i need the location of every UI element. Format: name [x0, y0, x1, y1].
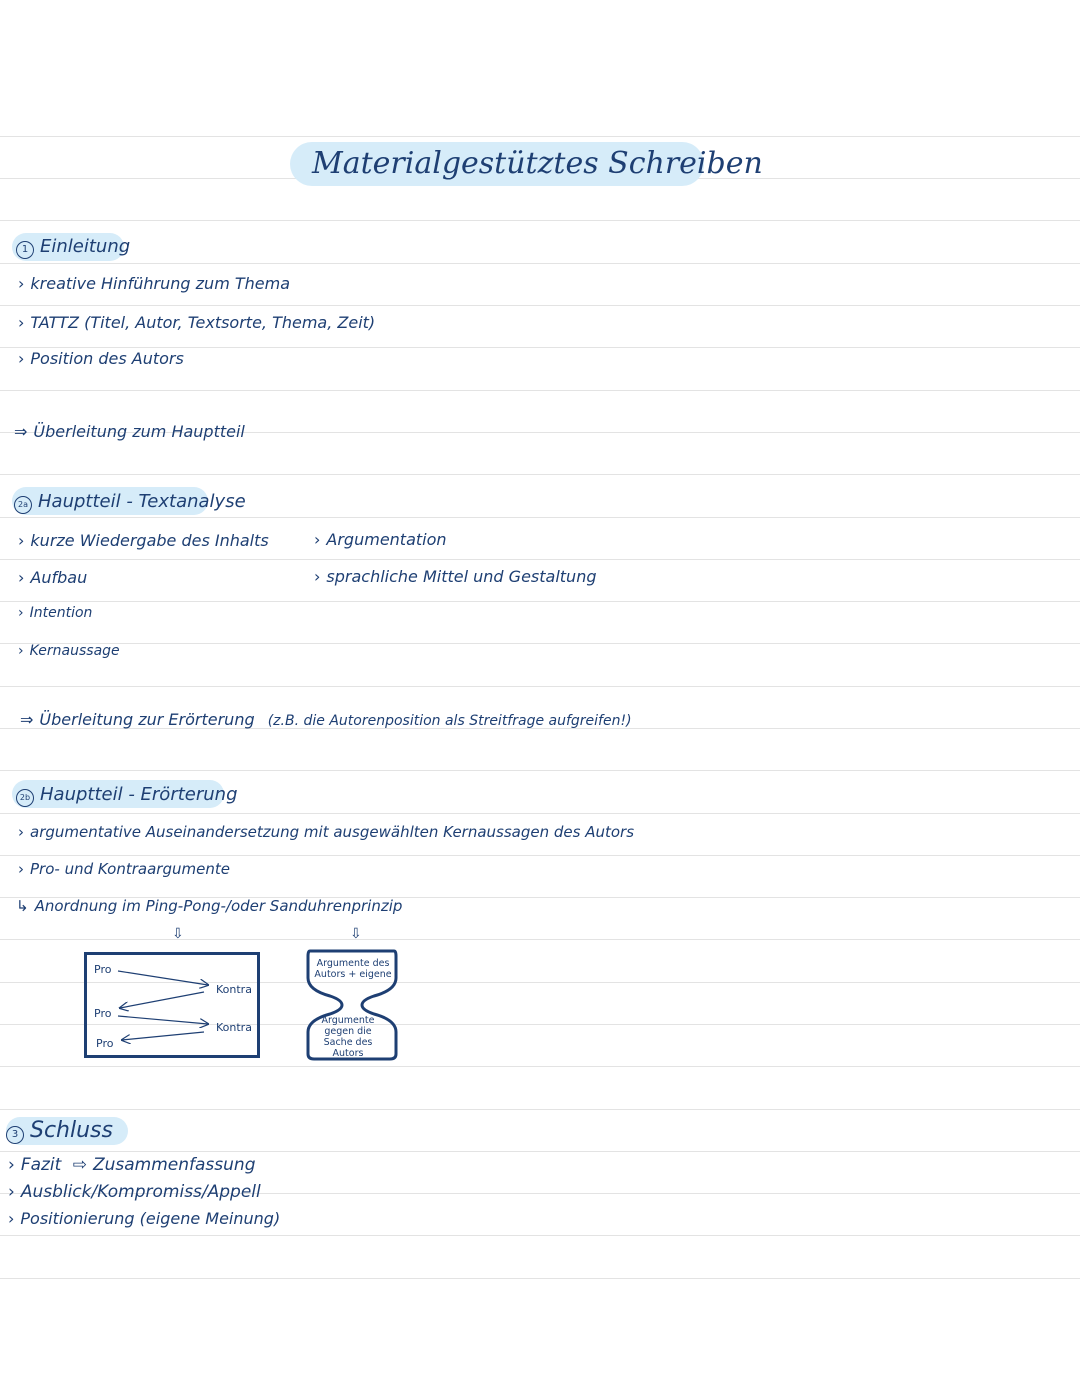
bullet-arrow-icon: ›: [18, 643, 24, 659]
s2b-bullet-1: [18, 823, 634, 841]
bullet-arrow-icon: ›: [18, 531, 25, 550]
down-arrow-icon: ⇩: [172, 926, 184, 942]
s2a-heading-text: Hauptteil - Textanalyse: [38, 491, 246, 512]
s1-bullet-3-text: Position des Autors: [30, 349, 184, 368]
s1-heading-text: Einleitung: [40, 236, 131, 257]
s2b-number: 2b: [16, 789, 34, 807]
hourglass-bottom-label: Argumente gegen die Sache des Autors: [321, 1015, 375, 1059]
s2a-left-2: [18, 568, 87, 587]
page-title: Materialgestütztes Schreiben: [312, 146, 763, 181]
s1-bullet-1: [18, 274, 290, 293]
s1-heading: [16, 236, 130, 259]
bullet-arrow-icon: ›: [314, 530, 321, 549]
s1-bullet-2: [18, 313, 375, 332]
s2b-arrangement: [16, 897, 402, 915]
s1-number: 1: [16, 241, 34, 259]
s3-heading: [6, 1118, 113, 1144]
s1-bullet-3: [18, 349, 184, 368]
hourglass-top-label: Argumente des Autors + eigene: [314, 958, 392, 980]
s1-bullet-1-text: kreative Hinführung zum Thema: [30, 274, 291, 293]
s2b-heading: [16, 784, 238, 807]
bullet-arrow-icon: ›: [314, 567, 321, 586]
s3-heading-text: Schluss: [30, 1118, 113, 1143]
s2a-transition: [20, 710, 632, 729]
arrow-right-icon: ⇨: [72, 1155, 87, 1175]
s2a-right-1: [314, 530, 447, 549]
s2a-left-4: [18, 643, 120, 659]
s2a-right-2-text: sprachliche Mittel und Gestaltung: [326, 567, 597, 586]
double-arrow-icon: ⇒: [14, 422, 28, 441]
bullet-arrow-icon: ›: [18, 568, 25, 587]
s2a-number: 2a: [14, 496, 32, 514]
bullet-arrow-icon: ›: [18, 313, 25, 332]
s3-bullet-1-text: Ausblick/Kompromiss/Appell: [20, 1182, 261, 1202]
s2b-bullet-2: [18, 860, 230, 878]
s3-fazit-result: Zusammenfassung: [92, 1155, 256, 1175]
s2b-heading-text: Hauptteil - Erörterung: [40, 784, 238, 805]
bullet-arrow-icon: ›: [8, 1209, 15, 1228]
s1-transition: [14, 422, 245, 441]
s3-bullet-2-text: Positionierung (eigene Meinung): [20, 1209, 281, 1228]
double-arrow-icon: ⇒: [20, 710, 34, 729]
pingpong-kontra-2: Kontra: [216, 1021, 252, 1034]
bullet-arrow-icon: ›: [8, 1155, 15, 1175]
s2a-transition-note: (z.B. die Autorenposition als Streitfrage aufgreifen!): [267, 713, 632, 729]
pingpong-pro-2: Pro: [94, 1007, 112, 1020]
s2a-left-1-text: kurze Wiedergabe des Inhalts: [30, 531, 269, 550]
bullet-arrow-icon: ›: [18, 349, 25, 368]
bullet-arrow-icon: ›: [18, 605, 24, 621]
s3-number: 3: [6, 1126, 24, 1144]
s1-bullet-2-text: TATTZ (Titel, Autor, Textsorte, Thema, Zeit): [30, 313, 376, 332]
down-arrow-icon: ⇩: [350, 926, 362, 942]
s2a-left-1: [18, 531, 269, 550]
s3-bullet-1: [8, 1182, 261, 1202]
bullet-arrow-icon: ›: [18, 860, 24, 878]
s2b-bullet-1-text: argumentative Auseinandersetzung mit ausgewählten Kernaussagen des Autors: [30, 823, 635, 841]
s2a-heading: [14, 491, 246, 514]
s2a-left-3: [18, 605, 92, 621]
bullet-arrow-icon: ›: [8, 1182, 15, 1202]
s2a-left-4-text: Kernaussage: [29, 643, 120, 659]
s2a-left-2-text: Aufbau: [30, 568, 88, 587]
s3-fazit-text: Fazit: [20, 1155, 62, 1175]
s2a-right-1-text: Argumentation: [326, 530, 447, 549]
bullet-arrow-icon: ›: [18, 274, 25, 293]
s2a-transition-text: Überleitung zur Erörterung: [39, 710, 255, 729]
bullet-arrow-icon: ›: [18, 823, 24, 841]
s2a-right-2: [314, 567, 596, 586]
s3-bullet-2: [8, 1209, 280, 1228]
s2b-arrangement-text: Anordnung im Ping-Pong-/oder Sanduhrenprinzip: [34, 897, 403, 915]
pingpong-pro-1: Pro: [94, 963, 112, 976]
s2b-bullet-2-text: Pro- und Kontraargumente: [30, 860, 230, 878]
corner-arrow-icon: ↳: [16, 897, 29, 915]
pingpong-pro-3: Pro: [96, 1037, 114, 1050]
s2a-left-3-text: Intention: [29, 605, 93, 621]
pingpong-kontra-1: Kontra: [216, 983, 252, 996]
s3-fazit: [8, 1155, 256, 1175]
s1-transition-text: Überleitung zum Hauptteil: [33, 422, 245, 441]
